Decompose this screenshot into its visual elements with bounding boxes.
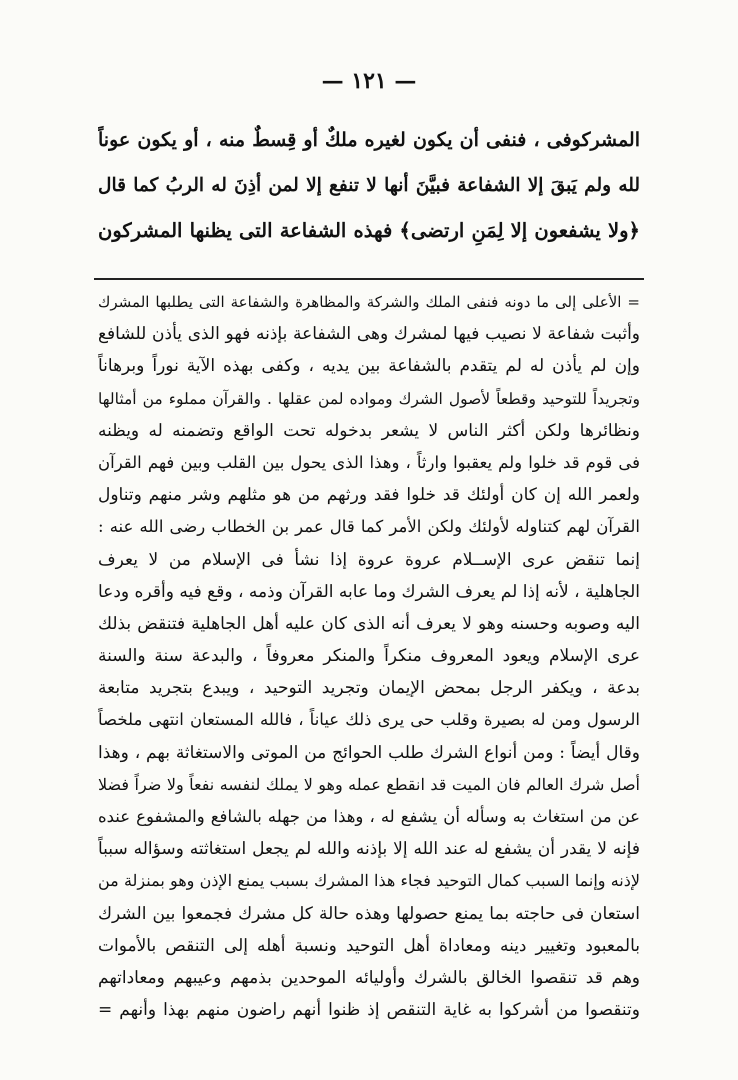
footnote-line: ونظائرها ولكن أكثر الناس لا يشعر بدخوله تحت الواقع وتضمنه له ويظنه: [98, 420, 640, 441]
footnote-line: اليه وصوبه وحسنه وهو لا يعرف أنه الذى كان عليه أهل الجاهلية فتنقض بذلك: [98, 613, 640, 634]
main-text-block: [98, 118, 640, 253]
footnote-line: وأثبت شفاعة لا نصيب فيها لمشرك وهى الشفاعة بإذنه فهو الذى يأذن للشافع: [98, 324, 640, 345]
footnote-line: وهم قد تنقصوا الخالق بالشرك وأوليائه الموحدين بذمهم وعيبهم ومعاداتهم: [98, 967, 640, 988]
footnote-line: إنما تنقض عرى الإســلام عروة عروة إذا نشأ فى الإسلام من لا يعرف: [98, 549, 640, 570]
footnote-line: استعان فى حاجته بما يمنع حصولها وهذه حالة كل مشرك فجمعوا بين الشرك: [98, 903, 640, 924]
footnote-line: القرآن لهم كتناوله لأولئك ولكن الأمر كما قال عمر بن الخطاب رضى الله عنه :: [98, 517, 640, 537]
footnote-line: الرسول ومن له بصيرة وقلب حى يرى ذلك عياناً ، فالله المستعان انتهى ملخصاً: [98, 710, 640, 730]
footnote-line: وتنقصوا من أشركوا به غاية التنقص إذ ظنوا أنهم راضون منهم بهذا وأنهم =: [98, 1000, 640, 1021]
main-text-line: المشركوفى ، فنفى أن يكون لغيره ملكٌ أو قِسطٌ منه ، أو يكون عوناً: [98, 129, 640, 151]
main-text-line: لله ولم يَبقَ إلا الشفاعة فبيَّنَ أنها لا تنفع إلا لمن أذِنَ له الربُ كما قال: [98, 175, 640, 196]
footnote-line: الجاهلية ، لأنه إذا لم يعرف الشرك وما عابه القرآن وذمه ، وقع فيه وأقره ودعا: [98, 581, 640, 602]
footnote-line: فإنه لا يقدر أن يشفع له عند الله إلا بإذنه والله لم يجعل استغاثته وسؤاله سبباً: [98, 839, 640, 860]
footnote-line: بدعة ، ويكفر الرجل بمحض الإيمان وتجريد التوحيد ، ويبدع بتجريد متابعة: [98, 678, 640, 699]
main-text-line: ﴿ولا يشفعون إلا لِمَنِ ارتضى﴾ فهذه الشفاعة التى يظنها المشركون: [98, 219, 640, 242]
footnote-divider: [94, 278, 644, 280]
footnote-line: لإذنه وإنما السبب كمال التوحيد فجاء هذا المشرك بسبب يمنع الإذن وهو بمنزلة من: [98, 871, 640, 891]
footnote-line: أصل شرك العالم فان الميت قد انقطع عمله وهو لا يملك لنفسه نفعاً ولا ضراً فضلا: [98, 774, 640, 794]
footnote-line: بالمعبود وتغيير دينه ومعاداة أهل التوحيد ونسبة أهله إلى التنقص بالأموات: [98, 935, 640, 956]
footnote-line: وتجريداً للتوحيد وقطعاً لأصول الشرك ومواده لمن عقلها . والقرآن مملوء من أمثالها: [98, 389, 640, 408]
footnote-line: وقال أيضاً : ومن أنواع الشرك طلب الحوائج من الموتى والاستغاثة بهم ، وهذا: [98, 742, 640, 763]
footnote-line: عرى الإسلام ويعود المعروف منكراً والمنكر معروفاً ، والبدعة سنة والسنة: [98, 646, 640, 667]
page-number: — ١٢١ —: [321, 68, 417, 94]
footnote-line: فى قوم قد خلوا ولم يعقبوا وارثاً ، وهذا الذى يحول بين القلب وبين فهم القرآن: [98, 452, 640, 472]
footnote-line: وإن لم يأذن له لم يتقدم بالشفاعة بين يديه ، وكفى بهذه الآية نوراً وبرهاناً: [98, 356, 640, 377]
footnote-block: [98, 286, 640, 1026]
footnote-line: ولعمر الله إن كان أولئك قد خلوا فقد ورثهم من هو مثلهم وشر منهم وتناول: [98, 485, 640, 506]
footnote-line: عن من استغاث به وسأله أن يشفع له ، وهذا من جهله بالشافع والمشفوع عنده: [98, 807, 640, 826]
footnote-line: = الأعلى إلى ما دونه فنفى الملك والشركة والمظاهرة والشفاعة التى يطلبها المشرك: [98, 293, 640, 311]
